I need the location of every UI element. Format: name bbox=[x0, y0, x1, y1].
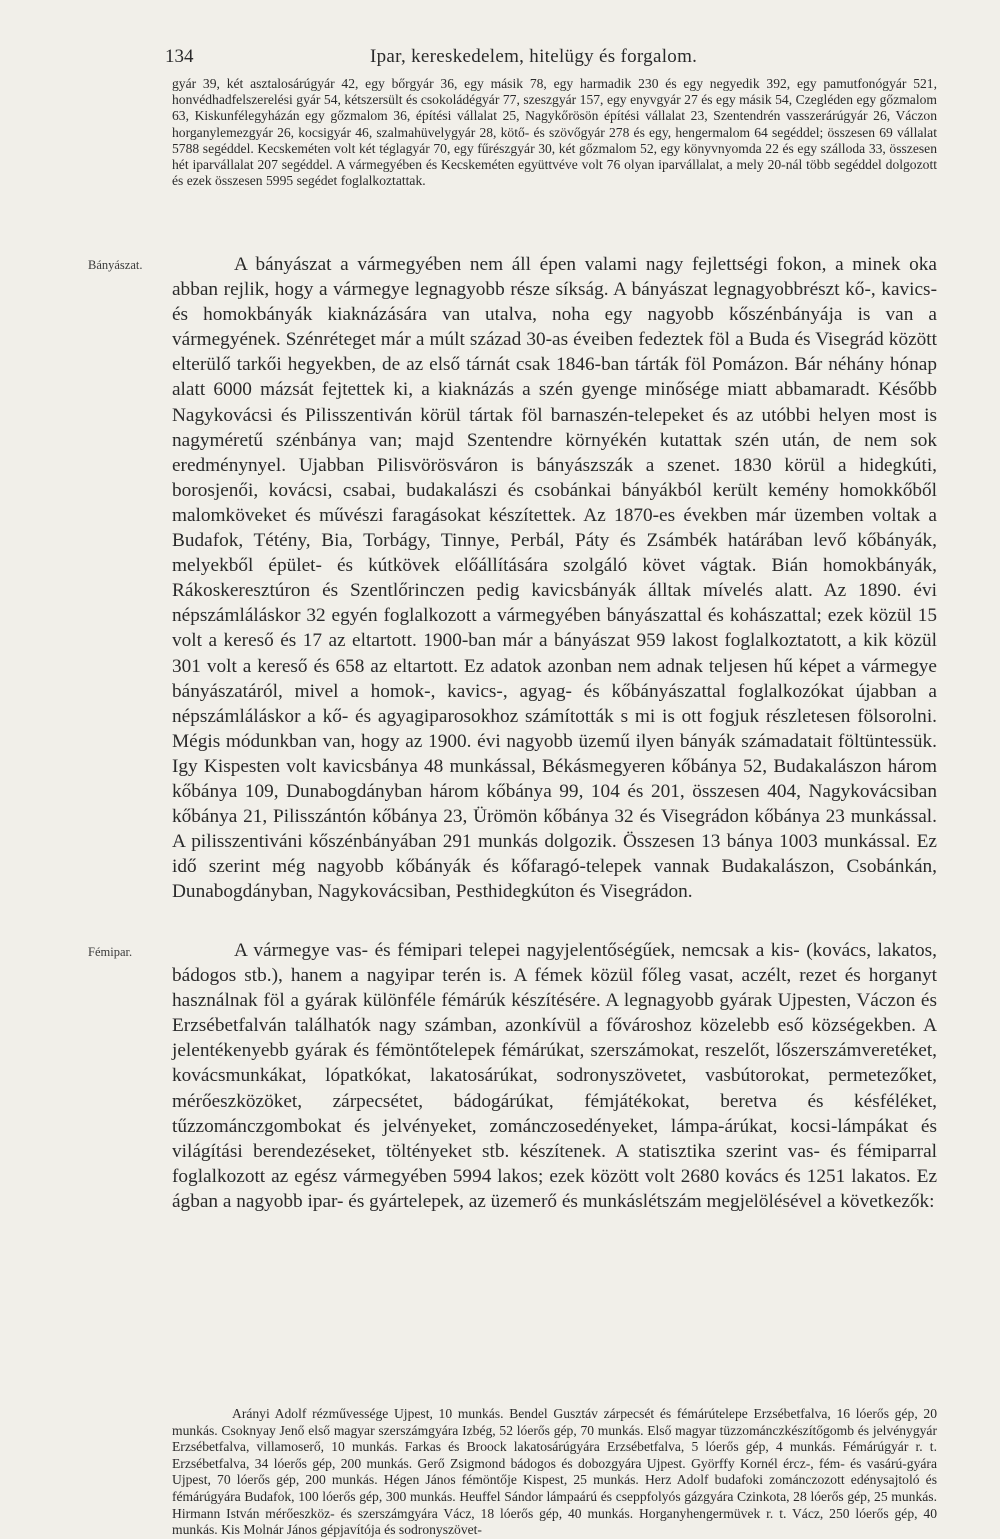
intro-paragraph: gyár 39, két asztalosárúgyár 42, egy bőrgyár 36, egy másik 78, egy harmadik 230 és egy negyedik 392, egy pamutfonógyár 521, honvédhadfelszerelési gyár 54, kétszersült és csokoládégyár 77, szeszgyár 157, egy enyvgyár 27 és egy másik 54, Czegléden egy gőzmalom 63, Kiskunfélegyházán egy gőzmalom 36, építési vállalat 25, Nagykőrösön építési vállalat 23, Szentendrén vasszerárúgyár 26, Váczon horganylemezgyár 26, kocsigyár 46, szalmahüvelygyár 28, kötő- és szövőgyár 278 és egy, hengermalom 64 segéddel; összesen 69 vállalat 5788 segéddel. Kecskeméten volt két téglagyár 70, egy fűrészgyár 30, két gőzmalom 52, egy könyvnyomda 22 és egy szálloda 33, összesen hét iparvállalat 207 segéddel. A vármegyében és Kecskeméten együttvéve volt 76 olyan iparvállalat, a mely 20-nál több segéddel dolgozott és ezek összesen 5995 segédet foglalkoztattak. bbox=[172, 76, 937, 189]
metal-industry-section bbox=[172, 938, 937, 1214]
mining-paragraph: A bányászat a vármegyében nem áll épen valami nagy fejlettségi fokon, a minek oka abban rejlik, hogy a vármegye legnagyobb része síkság. A bányászat legnagyobbrészt kő-, kavics- és homokbányák kiaknázására van utalva, noha egy nagyobb kőszénbányája is van a vármegyének. Szénréteget már a múlt század 30-as éveiben fedeztek föl a Buda és Visegrád között elterülő tarkői hegyekben, de az első tárnát csak 1846-ban tárták föl Pomázon. Bár néhány hónap alatt 6000 mázsát fejtettek ki, a kiaknázás a szén gyenge minősége miatt abbamaradt. Később Nagykovácsi és Pilisszentiván körül tártak föl barnaszén-telepeket és az utóbbi helyen most is nagyméretű szénbánya van; majd Szentendre környékén kutattak szén után, de nem sok eredménynyel. Ujabban Pilisvörösváron is bányászszák a szenet. 1830 körül a hidegkúti, borosjenői, kovácsi, csabai, budakalászi és csobánkai bányákból került kemény homokkőből malomköveket és művészi faragásokat készítettek. Az 1870-es években már üzemben voltak a Budafok, Tétény, Bia, Torbágy, Tinnye, Perbál, Páty és Zsámbék határában levő kőbányák, melyekből épület- és kútkövek előállítására szolgáló követ vágtak. Bián homokbányák, Rákoskeresztúron és Szentlőrinczen pedig kavicsbányák álltak mívelés alatt. Az 1890. évi népszámláláskor 32 egyén foglalkozott a vármegyében bányászattal és kohászattal; ezek közül 15 volt a kereső és 17 az eltartott. 1900-ban már a bányászat 959 lakost foglalkoztatott, a kik közül 301 volt a kereső és 658 az eltartott. Ez adatok azonban nem adnak teljesen hű képet a vármegye bányászatáról, mivel a homok-, kavics-, agyag- és kőbányászattal foglalkozókat újabban a népszámláláskor a kő- és agyagiparosokhoz számították s mi is ott fogjuk részletesen fölsorolni. Mégis módunkban van, hogy az 1900. évi nagyobb üzemű ilyen bányák számadatait föltüntessük. Igy Kispesten volt kavicsbánya 48 munkással, Békásmegyeren kőbánya 52, Budakalászon három kőbánya 109, Dunabogdányban három kőbánya 99, 104 és 201, összesen 404, Nagykovácsiban kőbánya 21, Pilisszántón kőbánya 23, Ürömön kőbánya 32 és Visegrádon kőbánya 23 munkással. A pilisszentiváni kőszénbányában 291 munkás dolgozik. Összesen 13 bánya 1003 munkással. Ez idő szerint még nagyobb kőbányák és kőfaragó-telepek vannak Budakalászon, Csobánkán, Dunabogdányban, Nagykovácsiban, Pesthidegkúton és Visegrádon. bbox=[172, 254, 937, 903]
intro-small-print bbox=[172, 76, 937, 189]
margin-note-metal: Fémipar. bbox=[88, 945, 133, 959]
factory-list-small-print bbox=[172, 1406, 937, 1539]
margin-note-mining: Bányászat. bbox=[88, 258, 143, 272]
factory-list-paragraph: Arányi Adolf rézművessége Ujpest, 10 munkás. Bendel Gusztáv zárpecsét és fémárútelepe Erzsébetfalva, 16 lóerős gép, 20 munkás. Csoknyay Jenő első magyar szerszámgyára Izbég, 52 lóerős gép, 70 munkás. Első magyar tüzzománczkészítőgomb és jelvénygyár Erzsébetfalva, villamoserő, 10 munkás. Farkas és Broock lakatosárúgyára Erzsébetfalva, 5 lóerős gép, 4 munkás. Fémárúgyár r. t. Erzsébetfalva, 34 lóerős gép, 200 munkás. Gerő Zsigmond bádogos és dobozgyára Ujpest. Györffy Kornél ércz-, fém- és vasárú-gyára Ujpest, 70 lóerős gép, 200 munkás. Hégen János fémöntője Kispest, 25 munkás. Herz Adolf budafoki zománczozott edénysajtoló és fémárúgyára Budafok, 100 lóerős gép, 300 munkás. Heuffel Sándor lámpaárú és cseppfolyós gázgyára Czinkota, 28 lóerős gép, 25 munkás. Hirmann István mérőeszköz- és szerszámgyára Vácz, 18 lóerős gép, 40 munkás. Horganyhengermüvek r. t. Vácz, 250 lóerős gép, 40 munkás. Kis Molnár János gépjavítója és sodronyszövet- bbox=[172, 1406, 937, 1538]
running-title: Ipar, kereskedelem, hitelügy és forgalom. bbox=[370, 46, 698, 67]
metal-paragraph: A vármegye vas- és fémipari telepei nagyjelentőségűek, nemcsak a kis- (kovács, lakatos, bádogos stb.), hanem a nagyipar terén is. A fémek közül főleg vasat, aczélt, rezet és horganyt használnak föl a gyárak különféle fémárúk készítésére. A legnagyobb gyárak Ujpesten, Váczon és Erzsébetfalván találhatók nagy számban, azonkívül a fővároshoz közelebb eső községekben. A jelentékenyebb gyárak és fémöntőtelepek fémárúkat, szerszámokat, reszelőt, lőszerszámveretéket, kovácsmunkákat, lópatkókat, lakatosárúkat, sodronyszövetet, vasbútorokat, permetezőket, mérőeszközöket, zárpecsétet, bádogárúkat, fémjátékokat, beretva és késféléket, tűzzománczgombokat és jelvényeket, zománczosedényeket, lámpa-árúkat, kocsi-lámpákat és világítási berendezéseket, töltényeket stb. készítenek. A statisztika szerint vas- és fémiparral foglalkozott az egész vármegyében 5994 lakos; ezek között volt 2680 kovács és 1251 lakatos. Ez ágban a nagyobb ipar- és gyártelepek, az üzemerő és munkáslétszám megjelölésével a következők: bbox=[172, 940, 937, 1212]
mining-section bbox=[172, 252, 937, 904]
page-number: 134 bbox=[165, 46, 194, 67]
page-header bbox=[165, 46, 935, 76]
